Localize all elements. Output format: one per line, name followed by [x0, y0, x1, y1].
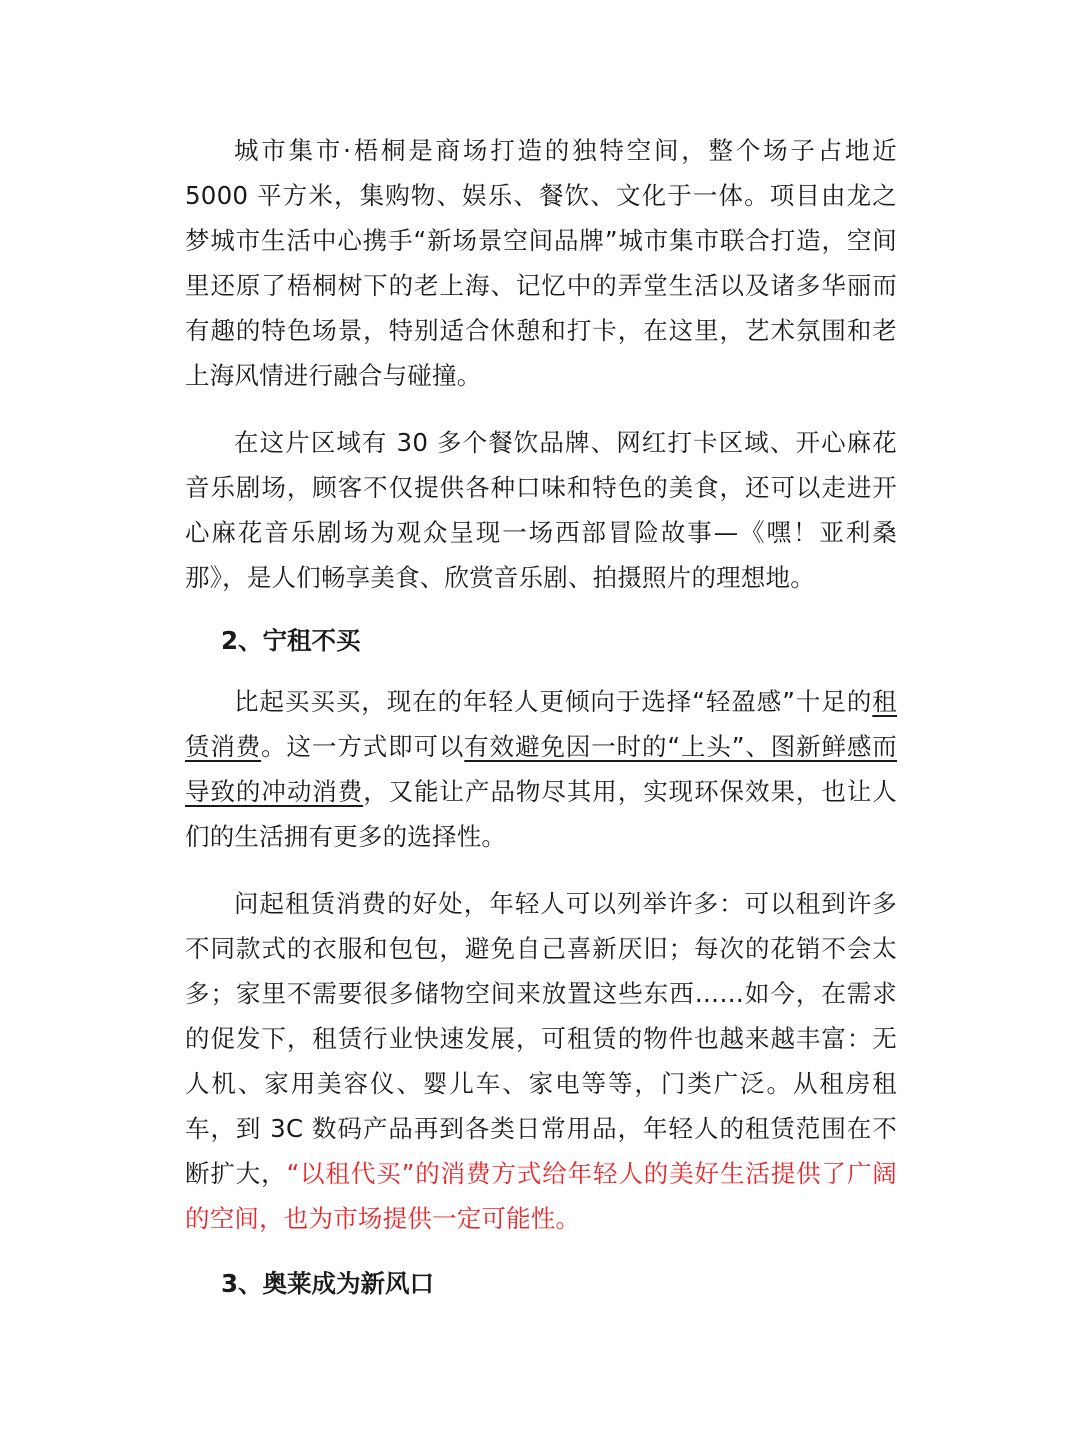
- text-segment: 比起买买买，现在的年轻人更倾向于选择“轻盈感”十足的: [234, 687, 873, 716]
- paragraph-rental-consumption: [185, 679, 897, 859]
- section-heading-rent-not-buy: 2、宁租不买: [221, 626, 361, 655]
- document-page: [185, 128, 897, 1306]
- text-segment: 。这一方式即可以: [261, 732, 465, 761]
- underlined-text: 有效避免因一时的“上头”、图新鲜感而导致的冲动消费: [185, 732, 897, 806]
- text-segment: 问起租赁消费的好处，年轻人可以列举许多：可以租到许多不同款式的衣服和包包，避免自己喜新厌旧；每次的花销不会太多；家里不需要很多储物空间来放置这些东西……如今，在需求的促发下，租赁行业快速发展，可租赁的物件也越来越丰富：无人机、家用美容仪、婴儿车、家电等等，门类广泛。从租房租车，到 3C 数码产品再到各类日常用品，年轻人的租赁范围在不断扩大，: [185, 889, 897, 1188]
- paragraph-city-market: 城市集市·梧桐是商场打造的独特空间，整个场子占地近 5000 平方米，集购物、娱乐、餐饮、文化于一体。项目由龙之梦城市生活中心携手“新场景空间品牌”城市集市联合打造，空间里还原了梧桐树下的老上海、记忆中的弄堂生活以及诸多华丽而有趣的特色场景，特别适合休憩和打卡，在这里，艺术氛围和老上海风情进行融合与碰撞。: [185, 136, 897, 390]
- highlighted-text: “以租代买”的消费方式给年轻人的美好生活提供了广阔的空间，也为市场提供一定可能性。: [185, 1159, 897, 1233]
- section-heading-outlets: 3、奥莱成为新风口: [221, 1269, 435, 1298]
- text-segment: ，又能让产品物尽其用，实现环保效果，也让人们的生活拥有更多的选择性。: [185, 777, 897, 851]
- underlined-text: 租赁消费: [185, 687, 897, 761]
- paragraph-dining-theater: 在这片区域有 30 多个餐饮品牌、网红打卡区域、开心麻花音乐剧场，顾客不仅提供各种口味和特色的美食，还可以走进开心麻花音乐剧场为观众呈现一场西部冒险故事—《嘿！亚利桑那》，是人们畅享美食、欣赏音乐剧、拍摄照片的理想地。: [185, 428, 897, 592]
- paragraph-rental-benefits: [185, 881, 897, 1241]
